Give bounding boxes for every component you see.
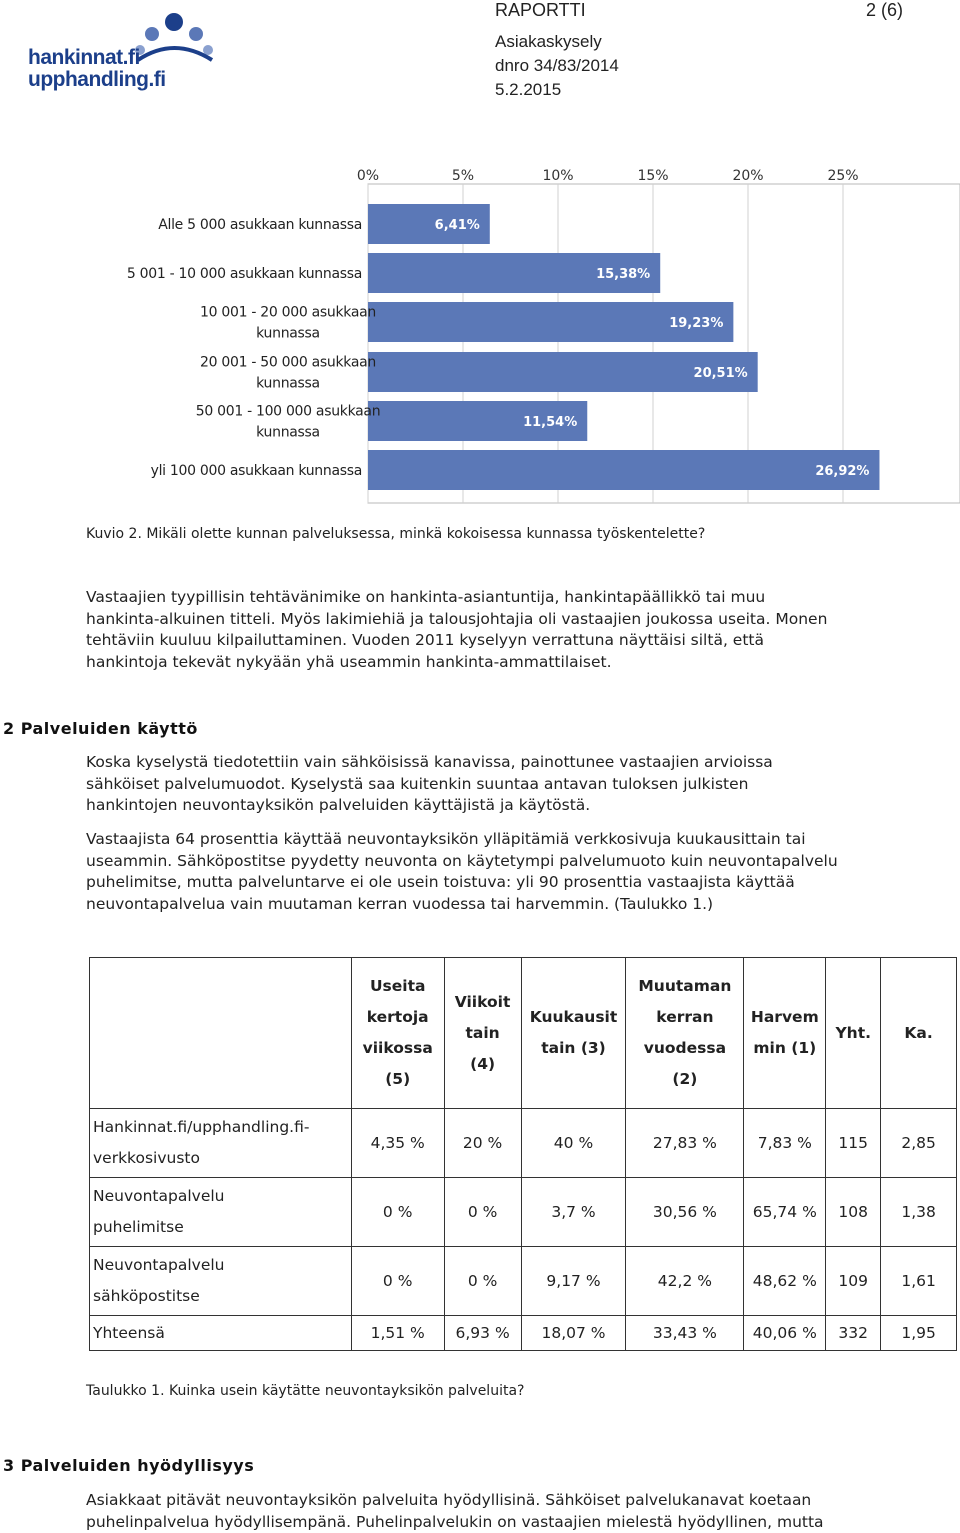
row-label <box>90 1247 352 1316</box>
paragraph-2-line: Koska kyselystä tiedotettiin vain sähköisissä kanavissa, painottunee vastaajien arvioissa <box>86 753 773 771</box>
paragraph-2 <box>86 752 773 817</box>
table-cell: 1,61 <box>881 1247 957 1316</box>
table-cell: 33,43 % <box>626 1316 744 1351</box>
header-line: tain (3) <box>541 1039 606 1057</box>
category-label: 50 001 - 100 000 asukkaan <box>195 403 381 420</box>
paragraph-1-line: hankintoja tekevät nykyään yhä useammin hankinta-ammattilaiset. <box>86 652 612 671</box>
category-label: kunnassa <box>256 375 320 392</box>
header-line: kerran <box>656 1008 714 1026</box>
paragraph-3 <box>86 829 838 915</box>
category-label: 20 001 - 50 000 asukkaan <box>200 354 376 371</box>
table-header-cell <box>444 958 521 1109</box>
table-cell: 0 % <box>444 1178 521 1247</box>
paragraph-4-line: Asiakkaat pitävät neuvontayksikön palveluita hyödyllisinä. Sähköiset palvelukanavat koetaan <box>86 1491 812 1509</box>
paragraph-2-line: hankintojen neuvontayksikön palveluiden käyttäjistä ja käytöstä. <box>86 796 591 814</box>
header-line: vuodessa <box>643 1039 727 1057</box>
data-label: 26,92% <box>815 464 870 479</box>
header-line: Kuukausit <box>529 1008 618 1026</box>
tick-label: 15% <box>637 168 669 184</box>
row-label <box>90 1178 352 1247</box>
paragraph-3-line: neuvontapalvelua vain muutaman kerran vuodessa tai harvemmin. (Taulukko 1.) <box>86 894 714 913</box>
tick-label: 5% <box>451 168 475 184</box>
header-line: kertoja <box>366 1008 429 1026</box>
row-label: Yhteensä <box>90 1316 352 1351</box>
logo-text-fi: hankinnat.fi <box>28 46 140 69</box>
row-label-line: Hankinnat.fi/upphandling.fi- <box>93 1118 310 1136</box>
tick-label: 20% <box>732 168 764 184</box>
table-row <box>90 1109 957 1178</box>
row-label <box>90 1109 352 1178</box>
header-line: Muutaman <box>638 977 732 995</box>
table-corner-cell <box>90 958 352 1109</box>
tick-label: 10% <box>542 168 574 184</box>
paragraph-2-line: sähköiset palvelumuodot. Kyselystä saa kuitenkin suuntaa antavan tuloksen julkisten <box>86 774 749 793</box>
bar-chart <box>110 158 960 508</box>
doc-number: dnro 34/83/2014 <box>495 56 619 75</box>
row-label-line: Neuvontapalvelu <box>93 1256 225 1274</box>
paragraph-4-line: puhelinpalvelua hyödyllisempänä. Puhelinpalvelukin on vastaajien mielestä hyödyllinen, mutta <box>86 1512 824 1531</box>
report-title: RAPORTTI <box>495 0 586 20</box>
table-cell: 65,74 % <box>744 1178 826 1247</box>
logo-figure-icon <box>132 8 218 62</box>
header-line: Yht. <box>835 1023 871 1042</box>
logo-text-sv: upphandling.fi <box>28 68 166 91</box>
table-header-cell <box>744 958 826 1109</box>
table-header-cell <box>826 958 881 1109</box>
table-cell: 30,56 % <box>626 1178 744 1247</box>
category-label: kunnassa <box>256 325 320 342</box>
row-label-line: Neuvontapalvelu <box>93 1187 225 1205</box>
table-header-cell <box>626 958 744 1109</box>
row-label-line: puhelimitse <box>93 1218 184 1236</box>
table-cell: 40 % <box>521 1109 626 1178</box>
header-line: Viikoit <box>454 992 511 1011</box>
paragraph-1 <box>86 587 827 673</box>
table-header-cell <box>881 958 957 1109</box>
table-cell: 1,51 % <box>351 1316 444 1351</box>
table-cell: 18,07 % <box>521 1316 626 1351</box>
tick-label: 25% <box>827 168 859 184</box>
logo <box>28 8 218 91</box>
header-line: min (1) <box>753 1039 817 1057</box>
table-cell: 4,35 % <box>351 1109 444 1178</box>
category-label: 10 001 - 20 000 asukkaan <box>200 304 376 321</box>
paragraph-3-line: puhelimitse, mutta palveluntarve ei ole usein toistuva: yli 90 prosenttia vastaajista käyttää <box>86 873 795 891</box>
header-line: (2) <box>672 1070 698 1088</box>
paragraph-1-line: hankinta-alkuinen titteli. Myös lakimiehiä ja talousjohtajia oli vastaajien joukossa useita. Monen <box>86 609 828 628</box>
chart-svg <box>110 158 960 508</box>
usage-table <box>89 957 957 1351</box>
data-label: 20,51% <box>693 366 748 381</box>
paragraph-3-line: Vastaajista 64 prosenttia käyttää neuvontayksikön ylläpitämiä verkkosivuja kuukausittain tai <box>86 830 806 848</box>
section-3-heading: 3 Palveluiden hyödyllisyys <box>3 1456 255 1475</box>
table-cell: 20 % <box>444 1109 521 1178</box>
row-label-line: sähköpostitse <box>93 1287 200 1305</box>
table-cell: 2,85 <box>881 1109 957 1178</box>
table-cell: 109 <box>826 1247 881 1316</box>
paragraph-4 <box>86 1490 824 1533</box>
table-cell: 27,83 % <box>626 1109 744 1178</box>
data-label: 19,23% <box>669 316 724 331</box>
table-cell: 0 % <box>351 1247 444 1316</box>
category-label: kunnassa <box>256 424 320 441</box>
table-cell: 332 <box>826 1316 881 1351</box>
bar <box>368 450 879 490</box>
category-label: yli 100 000 asukkaan kunnassa <box>150 463 362 479</box>
paragraph-1-line: tehtäviin kuuluu kilpailuttaminen. Vuoden 2011 kyselyyn verrattuna näyttäisi siltä, että <box>86 631 764 649</box>
table-row <box>90 1247 957 1316</box>
table-cell: 3,7 % <box>521 1178 626 1247</box>
table-total-row <box>90 1316 957 1351</box>
table-header-row <box>90 958 957 1109</box>
category-label: 5 001 - 10 000 asukkaan kunnassa <box>126 266 362 282</box>
header-line: Ka. <box>904 1023 933 1042</box>
header-line: tain <box>465 1023 500 1042</box>
table-row <box>90 1178 957 1247</box>
header-line: Harvem <box>750 1008 819 1026</box>
table-cell: 48,62 % <box>744 1247 826 1316</box>
doc-date: 5.2.2015 <box>495 80 562 99</box>
table-cell: 7,83 % <box>744 1109 826 1178</box>
data-label: 11,54% <box>523 415 578 430</box>
header-line: Useita <box>369 977 426 995</box>
table-cell: 0 % <box>351 1178 444 1247</box>
page-number: 2 (6) <box>866 0 904 20</box>
data-label: 15,38% <box>596 267 651 282</box>
section-2-heading: 2 Palveluiden käyttö <box>3 719 198 738</box>
header-line: viikossa <box>362 1039 433 1057</box>
paragraph-3-line: useammin. Sähköpostitse pyydetty neuvonta on käytetympi palvelumuoto kuin neuvontapalvelu <box>86 851 838 870</box>
paragraph-1-line: Vastaajien tyypillisin tehtävänimike on hankinta-asiantuntija, hankintapäällikkö tai muu <box>86 588 766 606</box>
doc-type: Asiakaskysely <box>495 32 602 51</box>
table-caption: Taulukko 1. Kuinka usein käytätte neuvontayksikön palveluita? <box>86 1383 525 1399</box>
header-line: (4) <box>470 1054 496 1073</box>
table-cell: 40,06 % <box>744 1316 826 1351</box>
table-cell: 6,93 % <box>444 1316 521 1351</box>
table-cell: 108 <box>826 1178 881 1247</box>
table-cell: 115 <box>826 1109 881 1178</box>
header-line: (5) <box>385 1070 411 1088</box>
table-header-cell <box>351 958 444 1109</box>
category-label: Alle 5 000 asukkaan kunnassa <box>158 217 362 233</box>
table-cell: 42,2 % <box>626 1247 744 1316</box>
row-label-line: verkkosivusto <box>93 1149 200 1167</box>
table-cell: 0 % <box>444 1247 521 1316</box>
table-cell: 1,38 <box>881 1178 957 1247</box>
table-cell: 1,95 <box>881 1316 957 1351</box>
table-header-cell <box>521 958 626 1109</box>
figure-caption: Kuvio 2. Mikäli olette kunnan palveluksessa, minkä kokoisessa kunnassa työskentelette? <box>86 526 706 542</box>
table-cell: 9,17 % <box>521 1247 626 1316</box>
tick-label: 0% <box>356 168 380 184</box>
data-label: 6,41% <box>434 218 480 233</box>
